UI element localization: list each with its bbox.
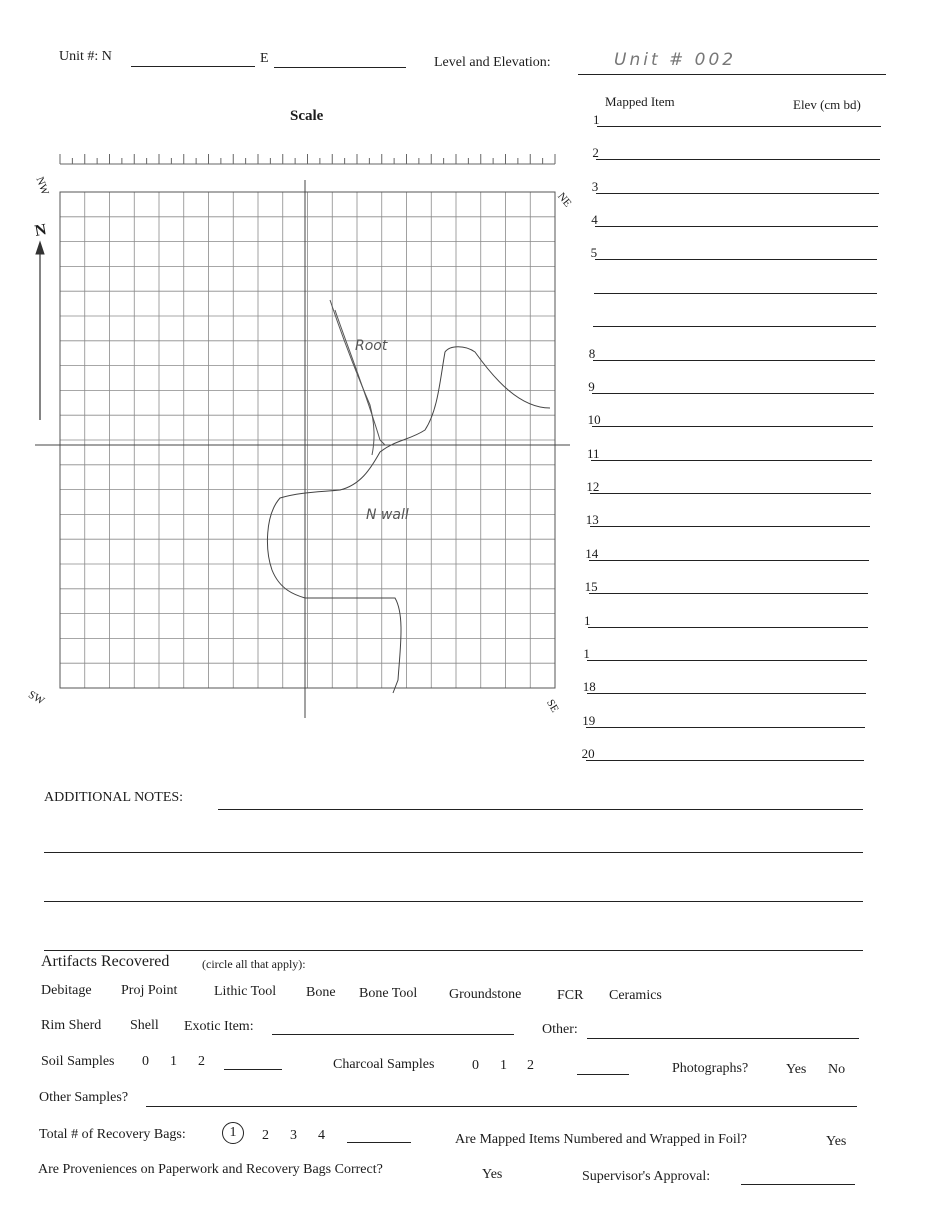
artifacts-title: Artifacts Recovered <box>41 953 170 970</box>
mapped-item-line[interactable] <box>593 360 875 361</box>
recovery-bags-option-2[interactable]: 2 <box>262 1128 269 1143</box>
recovery-bags-field[interactable] <box>347 1142 411 1143</box>
mapped-item-number: 1 <box>593 112 600 127</box>
provenience-question: Are Proveniences on Paperwork and Recovery Bags Correct? <box>38 1162 383 1177</box>
elevation-header: Elev (cm bd) <box>793 97 861 112</box>
mapped-item-line[interactable] <box>592 426 873 427</box>
mapped-item-line[interactable] <box>587 660 866 661</box>
soil-samples-label: Soil Samples <box>41 1054 115 1069</box>
soil-option-2[interactable]: 2 <box>198 1054 205 1069</box>
other-samples-field[interactable] <box>146 1106 857 1107</box>
mapped-item-number: 15 <box>584 579 598 595</box>
mapped-item-line[interactable] <box>586 760 864 761</box>
artifact-fcr[interactable]: FCR <box>557 988 584 1003</box>
notes-line-1[interactable] <box>218 809 863 810</box>
mapped-item-number: 4 <box>591 212 598 228</box>
photographs-yes[interactable]: Yes <box>786 1062 807 1077</box>
artifact-proj-point[interactable]: Proj Point <box>121 983 178 998</box>
mapped-item-line[interactable] <box>595 259 878 260</box>
mapped-item-number: 8 <box>588 345 596 361</box>
mapped-item-number: 20 <box>581 746 595 761</box>
root-sketch-left <box>330 300 374 455</box>
mapped-item-line[interactable] <box>589 593 869 594</box>
north-arrow-icon <box>36 242 44 420</box>
exotic-item-label: Exotic Item: <box>184 1019 254 1034</box>
exotic-item-field[interactable] <box>272 1034 514 1035</box>
mapped-item-number: 5 <box>590 245 598 261</box>
mapped-item-number: 12 <box>586 479 600 495</box>
scale-label: Scale <box>290 108 324 124</box>
mapped-item-line[interactable] <box>593 326 875 327</box>
artifact-groundstone[interactable]: Groundstone <box>449 987 522 1002</box>
mapped-item-number: 18 <box>582 679 596 695</box>
artifact-lithic-tool[interactable]: Lithic Tool <box>214 984 277 999</box>
mapped-item-line[interactable] <box>588 627 868 628</box>
recovery-bags-label: Total # of Recovery Bags: <box>39 1127 186 1142</box>
recovery-bags-option-4[interactable]: 4 <box>318 1128 325 1143</box>
artifact-debitage[interactable]: Debitage <box>41 983 92 998</box>
mapped-item-number: 11 <box>587 445 600 461</box>
mapped-item-line[interactable] <box>594 293 877 294</box>
mapped-item-line[interactable] <box>595 226 878 227</box>
unit-n-field[interactable] <box>131 66 255 67</box>
map-label-root: Root <box>355 338 388 354</box>
other-field[interactable] <box>587 1038 859 1039</box>
soil-samples-field[interactable] <box>224 1069 282 1070</box>
artifacts-subtitle: (circle all that apply): <box>202 957 306 971</box>
mapped-item-line[interactable] <box>587 693 866 694</box>
mapped-item-line[interactable] <box>586 727 865 728</box>
artifact-shell[interactable]: Shell <box>130 1018 159 1033</box>
mapped-item-line[interactable] <box>597 126 881 127</box>
corner-sw-label: SW <box>26 688 47 708</box>
photographs-label: Photographs? <box>672 1061 749 1076</box>
artifact-bone[interactable]: Bone <box>306 985 336 1000</box>
mapped-item-number: 2 <box>592 145 599 161</box>
mapped-item-line[interactable] <box>596 159 880 160</box>
notes-line-4[interactable] <box>44 950 863 951</box>
unit-n-label: Unit #: N <box>59 49 112 64</box>
artifact-bone-tool[interactable]: Bone Tool <box>359 986 418 1001</box>
charcoal-option-1[interactable]: 1 <box>500 1058 507 1073</box>
unit-e-label: E <box>260 51 269 66</box>
scale-bar <box>60 154 555 164</box>
supervisor-approval-label: Supervisor's Approval: <box>582 1169 711 1184</box>
charcoal-option-0[interactable]: 0 <box>472 1058 479 1073</box>
other-samples-label: Other Samples? <box>39 1090 129 1105</box>
mapped-item-number: 9 <box>588 378 595 394</box>
recovery-bags-option-1[interactable] <box>222 1122 244 1144</box>
unit-e-field[interactable] <box>274 67 406 68</box>
soil-option-0[interactable]: 0 <box>142 1054 149 1069</box>
corner-se-label: SE <box>544 697 561 715</box>
mapped-item-number: 1 <box>584 612 591 628</box>
mapped-item-number: 14 <box>585 545 599 561</box>
mapped-item-number: 10 <box>587 412 601 428</box>
root-sketch-right <box>335 310 388 445</box>
grid-lines <box>60 192 555 688</box>
level-elevation-label: Level and Elevation: <box>434 55 551 70</box>
mapped-item-line[interactable] <box>589 560 869 561</box>
mapped-item-number: 1 <box>583 645 590 661</box>
wrapped-question: Are Mapped Items Numbered and Wrapped in Foil? <box>455 1132 747 1147</box>
recovery-bags-option-3[interactable]: 3 <box>290 1128 297 1143</box>
other-label: Other: <box>542 1022 578 1037</box>
mapped-item-number: 19 <box>582 712 596 728</box>
corner-ne-label: NE <box>555 190 574 210</box>
additional-notes-label: ADDITIONAL NOTES: <box>44 790 184 805</box>
artifact-rim-sherd[interactable]: Rim Sherd <box>41 1018 102 1033</box>
charcoal-samples-field[interactable] <box>577 1074 629 1075</box>
recovery-bags-option-1-circled: 1 <box>222 1122 244 1144</box>
mapped-item-line[interactable] <box>590 493 871 494</box>
mapped-item-header: Mapped Item <box>605 94 675 109</box>
supervisor-approval-field[interactable] <box>741 1184 855 1185</box>
charcoal-option-2[interactable]: 2 <box>527 1058 534 1073</box>
soil-option-1[interactable]: 1 <box>170 1054 177 1069</box>
artifact-ceramics[interactable]: Ceramics <box>609 988 662 1003</box>
mapped-item-line[interactable] <box>596 193 879 194</box>
charcoal-samples-label: Charcoal Samples <box>333 1057 435 1072</box>
wrapped-yes[interactable]: Yes <box>826 1134 847 1149</box>
north-label: N <box>33 221 48 240</box>
map-label-wall: N wall <box>366 507 409 523</box>
mapped-item-number: 13 <box>585 512 599 528</box>
mapped-item-number: 3 <box>591 178 599 194</box>
level-elevation-field[interactable] <box>578 74 886 75</box>
photographs-no[interactable]: No <box>828 1062 846 1077</box>
grid-map <box>0 140 580 730</box>
mapped-item-line[interactable] <box>590 526 870 527</box>
notes-line-2[interactable] <box>44 852 863 853</box>
provenience-yes[interactable]: Yes <box>482 1167 503 1182</box>
mapped-item-line[interactable] <box>591 460 872 461</box>
level-elevation-value: Unit # 002 <box>614 50 737 70</box>
corner-nw-label: NW <box>33 175 51 197</box>
mapped-item-line[interactable] <box>592 393 874 394</box>
notes-line-3[interactable] <box>44 901 863 902</box>
